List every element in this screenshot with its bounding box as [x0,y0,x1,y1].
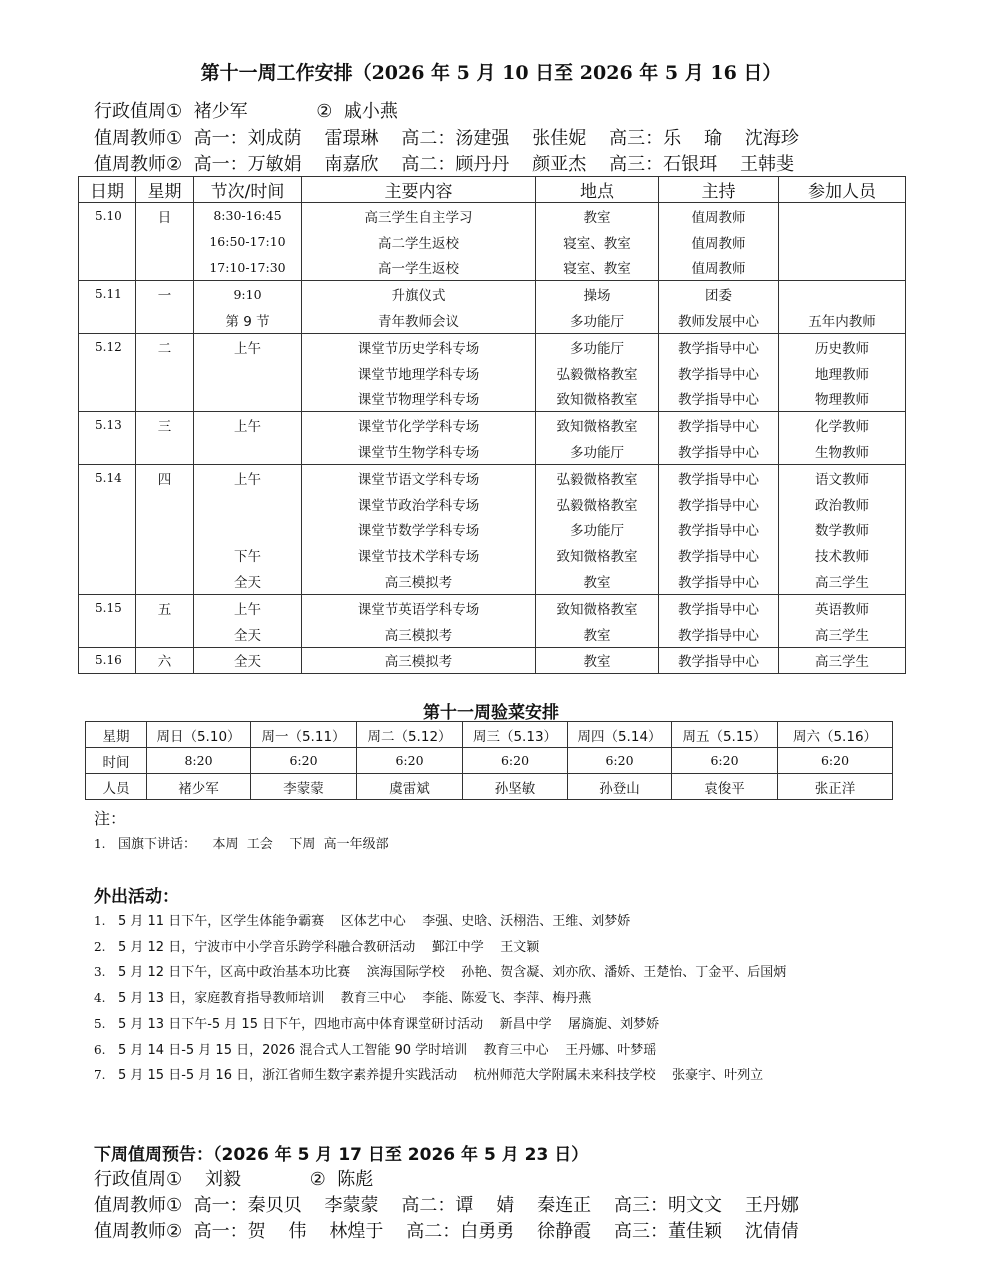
schedule-cell [194,386,302,412]
activity-number: 2. [94,939,106,954]
schedule-cell [136,229,194,255]
next-week-heading: 下周值周预告：（2026 年 5 月 17 日至 2026 年 5 月 23 日） [94,1145,589,1165]
schedule-cell: 值周教师 [659,203,779,229]
schedule-cell: 5.11 [79,281,136,307]
schedule-cell: 教室 [536,621,659,647]
schedule-cell [136,438,194,464]
schedule-cell: 教学指导中心 [659,491,779,517]
schedule-cell [779,229,906,255]
note-item [94,833,389,852]
duty-cell: 周六（5.16） [778,722,893,748]
schedule-cell: 下午 [194,542,302,568]
schedule-cell: 课堂节语文学科专场 [302,464,536,490]
schedule-cell: 多功能厅 [536,517,659,543]
duty-cell: 李蒙蒙 [251,774,357,800]
schedule-cell: 5.15 [79,594,136,620]
schedule-cell: 高三学生 [779,621,906,647]
schedule-cell: 值周教师 [659,229,779,255]
schedule-cell: 历史教师 [779,333,906,359]
schedule-cell: 教学指导中心 [659,594,779,620]
activity-number: 5. [94,1016,106,1031]
schedule-row [79,621,906,647]
duty-row-label: 星期 [86,722,147,748]
schedule-cell: 5.10 [79,203,136,229]
schedule-cell: 地理教师 [779,360,906,386]
schedule-cell: 上午 [194,594,302,620]
schedule-row [79,229,906,255]
activity-text: 5 月 11 日下午，区学生体能争霸赛 区体艺中心 李强、史晗、沃栩浩、王维、刘梦娇 [118,914,631,929]
schedule-cell: 弘毅微格教室 [536,464,659,490]
activities-heading: 外出活动： [94,887,179,907]
schedule-cell: 多功能厅 [536,333,659,359]
schedule-cell: 教学指导中心 [659,333,779,359]
duty-cell: 张正洋 [778,774,893,800]
schedule-cell: 课堂节化学学科专场 [302,412,536,438]
schedule-cell: 教室 [536,568,659,594]
duty-row-label: 时间 [86,748,147,774]
schedule-header-cell: 地点 [536,177,659,203]
activity-text: 5 月 12 日下午，区高中政治基本功比赛 滨海国际学校 孙艳、贺含凝、刘亦欣、潘娇、王楚怡、丁金平、后国炳 [118,965,787,981]
schedule-cell: 教学指导中心 [659,360,779,386]
schedule-cell: 教学指导中心 [659,412,779,438]
weekly-schedule-table [78,176,906,674]
schedule-row [79,568,906,594]
schedule-cell [79,517,136,543]
duty-cell: 6:20 [251,748,357,774]
schedule-cell: 六 [136,647,194,674]
schedule-cell: 教室 [536,203,659,229]
schedule-row [79,360,906,386]
food-inspection-table [85,721,893,800]
schedule-cell [79,568,136,594]
schedule-cell [136,542,194,568]
schedule-row [79,333,906,359]
schedule-cell: 高二学生返校 [302,229,536,255]
schedule-cell: 课堂节生物学科专场 [302,438,536,464]
schedule-cell [79,229,136,255]
schedule-cell: 5.12 [79,333,136,359]
duty-cell: 周三（5.13） [463,722,568,748]
activity-number: 6. [94,1042,106,1057]
schedule-cell: 教学指导中心 [659,517,779,543]
schedule-cell: 课堂节技术学科专场 [302,542,536,568]
schedule-cell [136,517,194,543]
duty-cell: 周二（5.12） [357,722,463,748]
schedule-cell [79,386,136,412]
schedule-cell: 5.13 [79,412,136,438]
schedule-cell: 课堂节地理学科专场 [302,360,536,386]
duty-times-row [86,748,893,774]
schedule-cell [136,621,194,647]
schedule-row [79,307,906,333]
duty-cell: 6:20 [357,748,463,774]
duty-cell: 褚少军 [147,774,251,800]
duty-cell: 周一（5.11） [251,722,357,748]
activity-number: 1. [94,914,106,928]
note-text: 国旗下讲话： 本周 工会 下周 高一年级部 [118,837,389,852]
schedule-header-cell: 参加人员 [779,177,906,203]
next-teacher-duty-line-2: 值周教师② 高一：贺 伟 林煌于 高二：白勇勇 徐静霞 高三：董佳颖 沈倩倩 [94,1221,799,1242]
schedule-cell: 17:10-17:30 [194,255,302,281]
schedule-row [79,203,906,229]
activity-item [94,936,539,955]
duty-cell: 虞雷斌 [357,774,463,800]
schedule-cell [136,307,194,333]
schedule-cell [136,255,194,281]
schedule-row [79,255,906,281]
schedule-cell: 课堂节英语学科专场 [302,594,536,620]
activity-item [94,1013,659,1032]
schedule-cell [779,255,906,281]
teacher-duty-line-1: 值周教师① 高一：刘成荫 雷璟琳 高二：汤建强 张佳妮 高三：乐 瑜 沈海珍 [94,128,799,149]
activity-number: 3. [94,965,106,980]
schedule-row [79,594,906,620]
schedule-cell: 五 [136,594,194,620]
schedule-cell: 教学指导中心 [659,621,779,647]
schedule-header-cell: 节次/时间 [194,177,302,203]
schedule-header-row [79,177,906,203]
schedule-cell [79,360,136,386]
schedule-cell: 全天 [194,568,302,594]
schedule-cell [136,386,194,412]
schedule-cell: 8:30-16:45 [194,203,302,229]
schedule-cell: 教学指导中心 [659,386,779,412]
duty-cell: 周五（5.15） [672,722,778,748]
schedule-cell: 教学指导中心 [659,438,779,464]
schedule-cell: 团委 [659,281,779,307]
activity-item [94,910,630,929]
schedule-cell: 英语教师 [779,594,906,620]
schedule-cell [79,491,136,517]
schedule-row [79,438,906,464]
schedule-cell: 一 [136,281,194,307]
schedule-cell: 教学指导中心 [659,647,779,674]
notes-heading: 注： [94,809,127,828]
activity-text: 5 月 12 日，宁波市中小学音乐跨学科融合教研活动 鄞江中学 王文颖 [118,939,540,955]
schedule-cell: 5.16 [79,647,136,674]
schedule-cell: 第 9 节 [194,307,302,333]
schedule-cell [194,517,302,543]
schedule-cell: 上午 [194,464,302,490]
schedule-cell: 上午 [194,333,302,359]
schedule-cell: 寝室、教室 [536,229,659,255]
schedule-cell [79,438,136,464]
activity-text: 5 月 13 日，家庭教育指导教师培训 教育三中心 李能、陈爱飞、李萍、梅丹燕 [118,991,592,1007]
schedule-cell: 教学指导中心 [659,464,779,490]
duty-cell: 6:20 [568,748,672,774]
schedule-cell: 课堂节物理学科专场 [302,386,536,412]
schedule-cell: 弘毅微格教室 [536,360,659,386]
schedule-cell: 致知微格教室 [536,412,659,438]
schedule-row [79,281,906,307]
schedule-cell: 全天 [194,621,302,647]
schedule-row [79,647,906,674]
schedule-row [79,412,906,438]
schedule-cell: 高三学生自主学习 [302,203,536,229]
schedule-cell: 升旗仪式 [302,281,536,307]
schedule-cell: 16:50-17:10 [194,229,302,255]
schedule-header-cell: 星期 [136,177,194,203]
schedule-cell: 高三模拟考 [302,568,536,594]
duty-cell: 孙坚敏 [463,774,568,800]
admin-duty-line: 行政值周① 褚少军 ② 戚小燕 [94,101,398,122]
schedule-cell: 5.14 [79,464,136,490]
schedule-header-cell: 主要内容 [302,177,536,203]
duty-cell: 6:20 [463,748,568,774]
schedule-cell: 值周教师 [659,255,779,281]
schedule-cell: 高三学生 [779,647,906,674]
schedule-header-cell: 主持 [659,177,779,203]
duty-row-label: 人员 [86,774,147,800]
schedule-cell: 教师发展中心 [659,307,779,333]
schedule-cell: 二 [136,333,194,359]
duty-cell: 孙登山 [568,774,672,800]
schedule-cell: 生物教师 [779,438,906,464]
schedule-cell: 弘毅微格教室 [536,491,659,517]
schedule-cell: 教学指导中心 [659,542,779,568]
schedule-cell [79,542,136,568]
schedule-cell: 教室 [536,647,659,674]
schedule-cell: 致知微格教室 [536,386,659,412]
duty-cell: 周日（5.10） [147,722,251,748]
schedule-cell: 三 [136,412,194,438]
duty-cell: 袁俊平 [672,774,778,800]
activity-text: 5 月 14 日-5 月 15 日，2026 混合式人工智能 90 学时培训 教育三中心 王丹娜、叶梦瑶 [118,1042,657,1058]
schedule-cell [136,491,194,517]
schedule-cell: 四 [136,464,194,490]
schedule-cell: 致知微格教室 [536,594,659,620]
activity-number: 7. [94,1068,106,1083]
schedule-cell: 日 [136,203,194,229]
schedule-cell: 政治教师 [779,491,906,517]
schedule-cell [79,255,136,281]
duty-people-row [86,774,893,800]
activity-text: 5 月 13 日下午-5 月 15 日下午，四地市高中体育课堂研讨活动 新昌中学 屠旖旎、刘梦娇 [118,1016,660,1032]
schedule-header-cell: 日期 [79,177,136,203]
schedule-cell [79,307,136,333]
schedule-cell: 高一学生返校 [302,255,536,281]
schedule-row [79,542,906,568]
schedule-cell: 多功能厅 [536,307,659,333]
schedule-cell: 技术教师 [779,542,906,568]
next-teacher-duty-line-1: 值周教师① 高一：秦贝贝 李蒙蒙 高二：谭 婧 秦连正 高三：明文文 王丹娜 [94,1195,799,1216]
activity-text: 5 月 15 日-5 月 16 日，浙江省师生数字素养提升实践活动 杭州师范大学附属未来科技学校 张豪宇、叶列立 [118,1068,764,1084]
schedule-cell: 高三模拟考 [302,647,536,674]
schedule-cell [136,360,194,386]
schedule-cell: 9:10 [194,281,302,307]
schedule-row [79,517,906,543]
schedule-cell [779,203,906,229]
schedule-cell: 致知微格教室 [536,542,659,568]
schedule-cell: 上午 [194,412,302,438]
schedule-cell [194,491,302,517]
schedule-cell: 数学教师 [779,517,906,543]
note-number: 1. [94,837,106,851]
schedule-cell: 语文教师 [779,464,906,490]
schedule-cell: 全天 [194,647,302,674]
schedule-cell: 五年内教师 [779,307,906,333]
schedule-cell: 高三模拟考 [302,621,536,647]
schedule-cell: 寝室、教室 [536,255,659,281]
activity-item [94,961,786,980]
schedule-cell: 物理教师 [779,386,906,412]
schedule-row [79,491,906,517]
schedule-cell: 教学指导中心 [659,568,779,594]
duty-cell: 8:20 [147,748,251,774]
schedule-cell [779,281,906,307]
schedule-cell: 化学教师 [779,412,906,438]
schedule-cell [194,360,302,386]
schedule-row [79,386,906,412]
teacher-duty-line-2: 值周教师② 高一：万敏娟 南嘉欣 高二：顾丹丹 颜亚杰 高三：石银珥 王韩斐 [94,154,795,175]
schedule-cell: 操场 [536,281,659,307]
schedule-cell [79,621,136,647]
schedule-cell: 多功能厅 [536,438,659,464]
schedule-cell [136,568,194,594]
schedule-row [79,464,906,490]
activity-item [94,987,591,1006]
activity-item [94,1039,656,1058]
schedule-cell [194,438,302,464]
schedule-cell: 高三学生 [779,568,906,594]
schedule-cell: 青年教师会议 [302,307,536,333]
schedule-body [79,203,906,674]
duty-cell: 6:20 [672,748,778,774]
duty-cell: 6:20 [778,748,893,774]
duty-days-row [86,722,893,748]
activity-number: 4. [94,991,106,1006]
schedule-cell: 课堂节数学学科专场 [302,517,536,543]
duty-cell: 周四（5.14） [568,722,672,748]
duty-table-title: 第十一周验菜安排 [423,703,559,723]
activity-item [94,1064,763,1083]
next-admin-duty-line: 行政值周① 刘毅 ② 陈彪 [94,1169,374,1190]
page-title: 第十一周工作安排（2026 年 5 月 10 日至 2026 年 5 月 16 日） [200,62,782,84]
schedule-cell: 课堂节政治学科专场 [302,491,536,517]
schedule-cell: 课堂节历史学科专场 [302,333,536,359]
